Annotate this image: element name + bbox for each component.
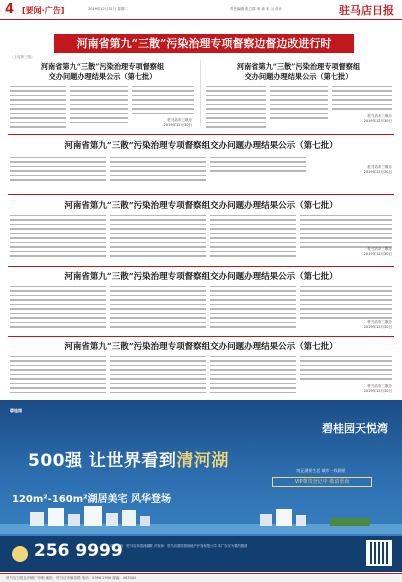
section-1-title: 河南省第九“三散”污染治理专项督察组交办问题办理结果公示（第七批）	[64, 141, 338, 151]
section-3-col-3	[210, 286, 296, 331]
section-4-col-3	[210, 356, 296, 396]
lead-left-title: 河南省第九“三散”污染治理专项督察组 交办问题办理结果公示（第七批）	[40, 62, 165, 81]
page-footer: 驻马店日报社印刷厂印刷 地址：驻马店市解放路 电话：0396-2956 邮编：463000	[0, 573, 402, 582]
ad-subline: 纯正湖景生活 城市一线湖景	[296, 468, 346, 473]
ad-contact-bar	[0, 536, 402, 572]
section-divider	[8, 194, 394, 195]
section-4-col-4	[300, 356, 392, 383]
section-3-signoff: 驻马店市三散办 2019年12月30日	[363, 320, 392, 329]
lead-left-col-2	[70, 86, 128, 126]
ad-vip-badge: VIP尊贵登记中 敬请垂询	[272, 477, 372, 487]
campaign-banner: 河南省第九“三散”污染治理专项督察边督边改进行时	[54, 34, 354, 53]
lead-right-col-1	[206, 86, 266, 131]
lead-left-col-3	[132, 86, 194, 117]
ad-company-logo: 碧桂园	[10, 408, 22, 413]
issue-date: 2019年12月31日 星期二	[88, 7, 128, 11]
qr-code-icon	[366, 540, 392, 566]
editor-credits: 责任编辑 张立群 审 读 宋 云 设计	[230, 7, 283, 11]
ad-headline: 500强 让世界看到清河湖	[28, 451, 229, 471]
section-2-col-1	[10, 215, 106, 260]
section-4-col-1	[10, 356, 106, 396]
lead-left-signoff: 驻马店市三散办 2019年12月30日	[163, 118, 192, 127]
page-number: 4	[5, 2, 15, 17]
section-3-col-1	[10, 286, 106, 331]
lead-right-col-3	[332, 86, 392, 113]
section-2-col-3	[210, 215, 296, 260]
lead-right-col-2	[270, 86, 328, 122]
section-divider	[8, 134, 394, 135]
newspaper-logo: 驻马店日报	[339, 4, 394, 17]
lead-left-col-1	[10, 86, 66, 131]
section-label: [要闻·广告]	[22, 6, 65, 15]
ad-fine-print: 项目地址：驻马店市清河湖畔 开发商：驻马店碧桂园房地产开发有限公司 本广告仅为要约邀请	[110, 544, 248, 548]
section-3-col-4	[300, 286, 392, 322]
section-2-title: 河南省第九“三散”污染治理专项督察组交办问题办理结果公示（第七批）	[64, 201, 338, 211]
section-1-col-3	[210, 157, 306, 175]
section-2-col-2	[110, 215, 206, 260]
masthead	[0, 0, 402, 20]
lead-right-signoff: 驻马店市三散办 2019年12月30日	[363, 114, 392, 123]
section-2-signoff: 驻马店市三散办 2019年12月30日	[363, 247, 392, 256]
real-estate-advertisement	[0, 400, 402, 572]
ad-lake-line: 120m²-160m²湖居美宅 风华登场	[12, 494, 171, 505]
skyline-illustration	[0, 504, 402, 534]
section-1-col-2	[110, 157, 206, 184]
phone-icon	[12, 546, 28, 562]
section-divider	[8, 266, 394, 267]
lead-right-title: 河南省第九“三散”污染治理专项督察组 交办问题办理结果公示（第七批）	[236, 62, 361, 81]
ad-project-brand: 碧桂园天悦湾	[322, 422, 388, 435]
column-rule	[200, 60, 201, 126]
section-3-title: 河南省第九“三散”污染治理专项督察组交办问题办理结果公示（第七批）	[64, 272, 338, 282]
continued-tag: （上接第三版）	[10, 55, 35, 59]
section-4-signoff: 驻马店市三散办 2019年12月30日	[363, 384, 392, 393]
section-1-col-1	[10, 157, 106, 184]
section-divider	[8, 336, 394, 337]
section-3-col-2	[110, 286, 206, 331]
section-1-signoff: 驻马店市三散办 2019年12月30日	[363, 165, 392, 174]
section-4-col-2	[110, 356, 206, 396]
section-4-title: 河南省第九“三散”污染治理专项督察组交办问题办理结果公示（第七批）	[64, 342, 338, 352]
ad-phone-number: 256 9999	[34, 541, 123, 561]
section-2-col-4	[300, 215, 392, 251]
